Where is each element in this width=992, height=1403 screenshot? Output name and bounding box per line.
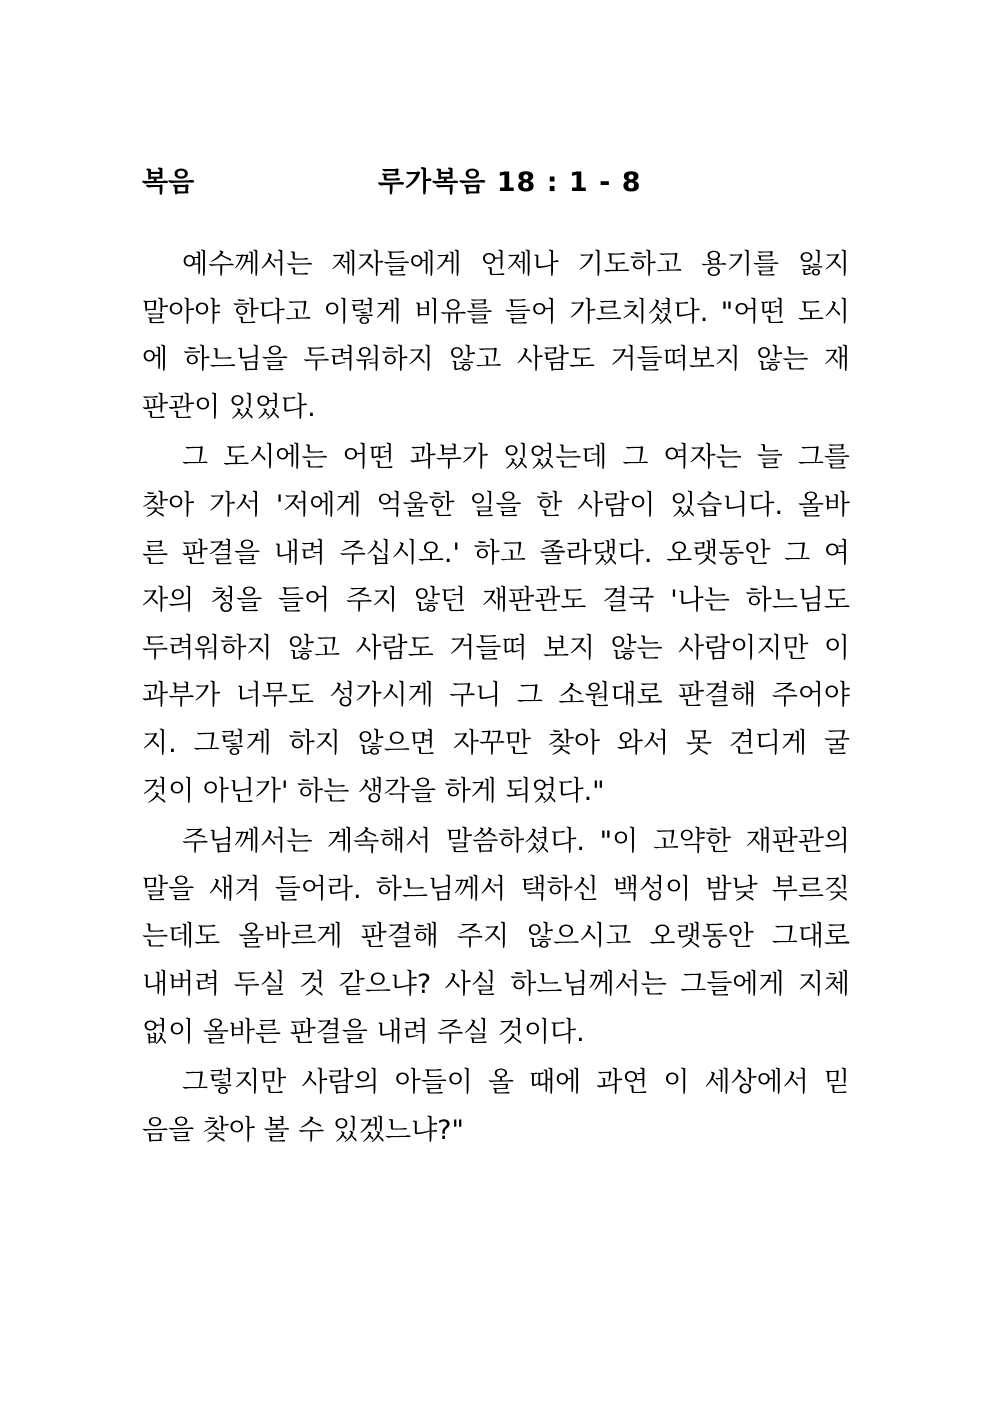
- text-line: 자의 청을 들어 주지 않던 재판관도 결국 '나는 하느님도: [142, 585, 850, 617]
- text-line: 것이 아닌가' 하는 생각을 하게 되었다.": [142, 775, 605, 807]
- paragraph-1: [142, 241, 850, 431]
- text-line: 주님께서는 계속해서 말씀하셨다. "이 고약한 재판관의: [182, 826, 850, 858]
- text-line: 예수께서는 제자들에게 언제나 기도하고 용기를 잃지: [182, 249, 850, 280]
- text-line: 말을 새겨 들어라. 하느님께서 택하신 백성이 밤낮 부르짖: [142, 873, 850, 905]
- paragraph-2: [142, 434, 850, 815]
- reading-label: 복음: [142, 167, 195, 198]
- text-line: 없이 올바른 판결을 내려 주실 것이다.: [142, 1016, 585, 1048]
- text-line: 내버려 두실 것 같으냐? 사실 하느님께서는 그들에게 지체: [142, 968, 850, 1000]
- text-line: 말아야 한다고 이렇게 비유를 들어 가르치셨다. "어떤 도시: [142, 296, 850, 328]
- text-line: 찾아 가서 '저에게 억울한 일을 한 사람이 있습니다. 올바: [142, 489, 850, 521]
- scripture-reference: 루가복음 18 : 1 - 8: [378, 167, 642, 198]
- paragraph-3: [142, 818, 850, 1056]
- text-line: 그렇지만 사람의 아들이 올 때에 과연 이 세상에서 믿: [182, 1067, 850, 1099]
- text-line: 판관이 있었다.: [142, 391, 316, 423]
- paragraph-4: [142, 1059, 850, 1154]
- reading-heading: [142, 163, 862, 203]
- gospel-text: [142, 241, 850, 1154]
- text-line: 음을 찾아 볼 수 있겠느냐?": [142, 1114, 464, 1146]
- text-line: 른 판결을 내려 주십시오.' 하고 졸라댔다. 오랫동안 그 여: [142, 537, 850, 569]
- text-line: 그 도시에는 어떤 과부가 있었는데 그 여자는 늘 그를: [182, 442, 850, 474]
- text-line: 에 하느님을 두려워하지 않고 사람도 거들떠보지 않는 재: [142, 344, 850, 376]
- text-line: 지. 그렇게 하지 않으면 자꾸만 찾아 와서 못 견디게 굴: [142, 727, 850, 759]
- text-line: 는데도 올바르게 판결해 주지 않으시고 오랫동안 그대로: [142, 921, 850, 953]
- text-line: 과부가 너무도 성가시게 구니 그 소원대로 판결해 주어야: [142, 680, 850, 712]
- text-line: 두려워하지 않고 사람도 거들떠 보지 않는 사람이지만 이: [142, 632, 850, 664]
